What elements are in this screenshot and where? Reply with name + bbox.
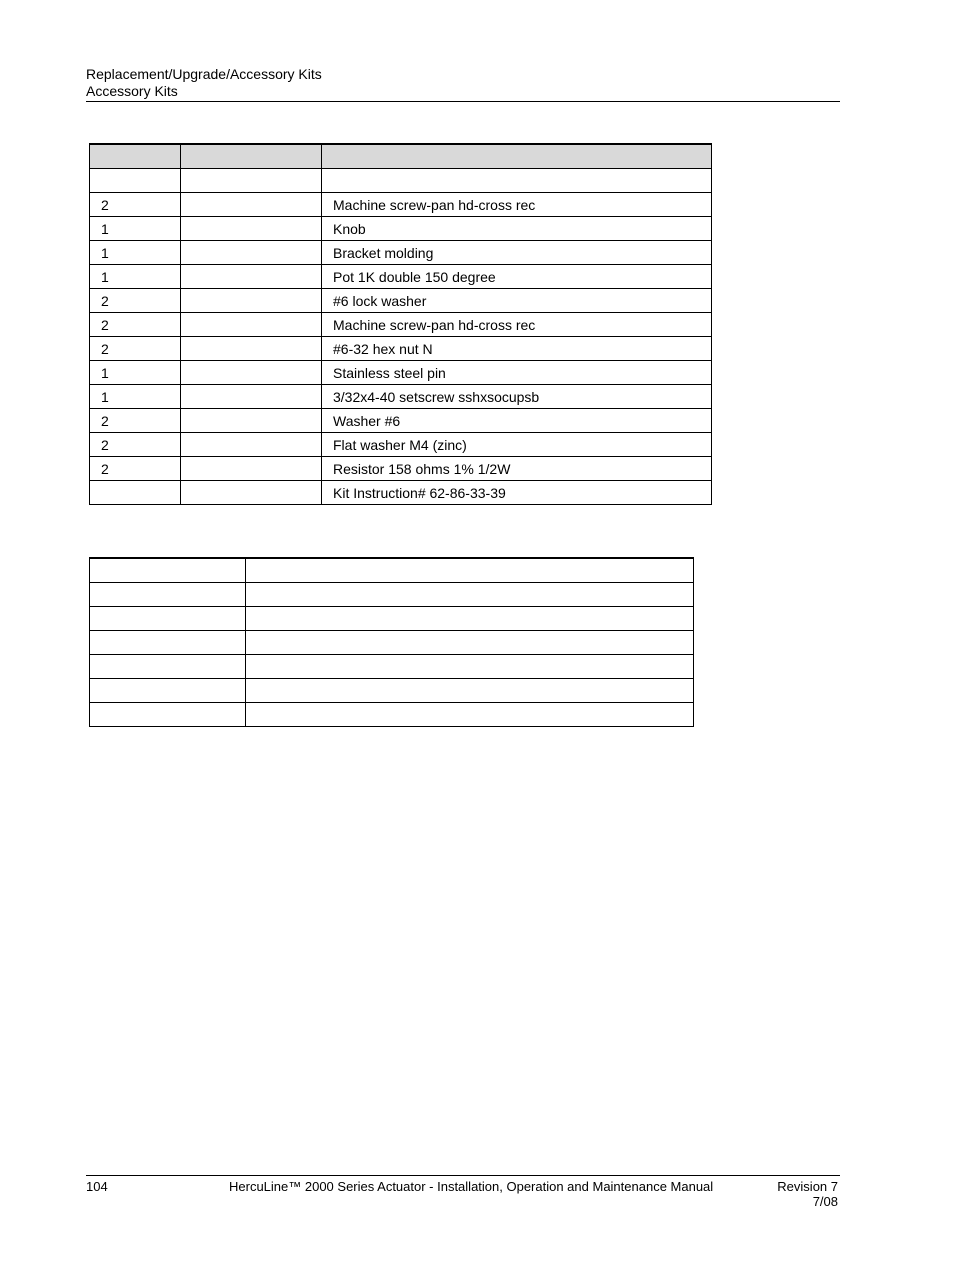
table-row (90, 193, 712, 217)
table-row (90, 385, 712, 409)
table-row (90, 217, 712, 241)
manual-title: HercuLine™ 2000 Series Actuator - Installation, Operation and Maintenance Manual (229, 1179, 714, 1194)
table-row (90, 241, 712, 265)
part-cell (181, 241, 322, 265)
table-row (90, 481, 712, 505)
header-subsection: Accessory Kits (86, 83, 178, 99)
qty-cell: 1 (90, 361, 181, 385)
table-header-row (90, 144, 712, 169)
desc-cell: Flat washer M4 (zinc) (322, 433, 712, 457)
qty-cell: 2 (90, 193, 181, 217)
table-row (90, 703, 694, 727)
page-footer (86, 1175, 840, 1209)
table-row (90, 457, 712, 481)
part-cell (181, 433, 322, 457)
qty-cell: 2 (90, 457, 181, 481)
secondary-table (89, 557, 694, 727)
table-row (90, 337, 712, 361)
desc-cell: Washer #6 (322, 409, 712, 433)
part-cell (181, 457, 322, 481)
qty-cell: 1 (90, 241, 181, 265)
table-row (90, 265, 712, 289)
part-cell (181, 337, 322, 361)
qty-cell: 2 (90, 409, 181, 433)
table-row (90, 631, 694, 655)
table-row (90, 361, 712, 385)
desc-cell: Bracket molding (322, 241, 712, 265)
part-cell (181, 217, 322, 241)
qty-cell (90, 481, 181, 505)
header-section: Replacement/Upgrade/Accessory Kits (86, 66, 322, 82)
desc-cell: #6-32 hex nut N (322, 337, 712, 361)
desc-cell: 3/32x4-40 setscrew sshxsocupsb (322, 385, 712, 409)
table-row (90, 313, 712, 337)
table-row (90, 289, 712, 313)
qty-cell: 2 (90, 313, 181, 337)
table-row (90, 607, 694, 631)
page-number: 104 (86, 1179, 108, 1194)
part-cell (181, 409, 322, 433)
qty-cell: 2 (90, 433, 181, 457)
part-cell (181, 265, 322, 289)
qty-cell: 1 (90, 265, 181, 289)
part-cell (181, 361, 322, 385)
part-cell (181, 289, 322, 313)
table-row (90, 409, 712, 433)
kit-parts-table (89, 143, 712, 505)
table-row (90, 169, 712, 193)
desc-cell: #6 lock washer (322, 289, 712, 313)
part-cell (181, 193, 322, 217)
qty-cell: 1 (90, 385, 181, 409)
desc-cell: Resistor 158 ohms 1% 1/2W (322, 457, 712, 481)
part-cell (181, 313, 322, 337)
qty-cell: 1 (90, 217, 181, 241)
qty-cell: 2 (90, 289, 181, 313)
part-cell (181, 385, 322, 409)
page-header (86, 66, 840, 102)
desc-cell: Machine screw-pan hd-cross rec (322, 193, 712, 217)
table-row (90, 679, 694, 703)
qty-cell: 2 (90, 337, 181, 361)
table-row (90, 558, 694, 583)
part-cell (181, 481, 322, 505)
desc-cell: Pot 1K double 150 degree (322, 265, 712, 289)
table-row (90, 655, 694, 679)
revision-info (777, 1179, 838, 1209)
revision-date: 7/08 (812, 1194, 838, 1209)
desc-cell: Machine screw-pan hd-cross rec (322, 313, 712, 337)
revision-label: Revision 7 (777, 1179, 838, 1194)
table-row (90, 583, 694, 607)
desc-cell: Knob (322, 217, 712, 241)
desc-cell: Stainless steel pin (322, 361, 712, 385)
desc-cell: Kit Instruction# 62-86-33-39 (322, 481, 712, 505)
table-row (90, 433, 712, 457)
